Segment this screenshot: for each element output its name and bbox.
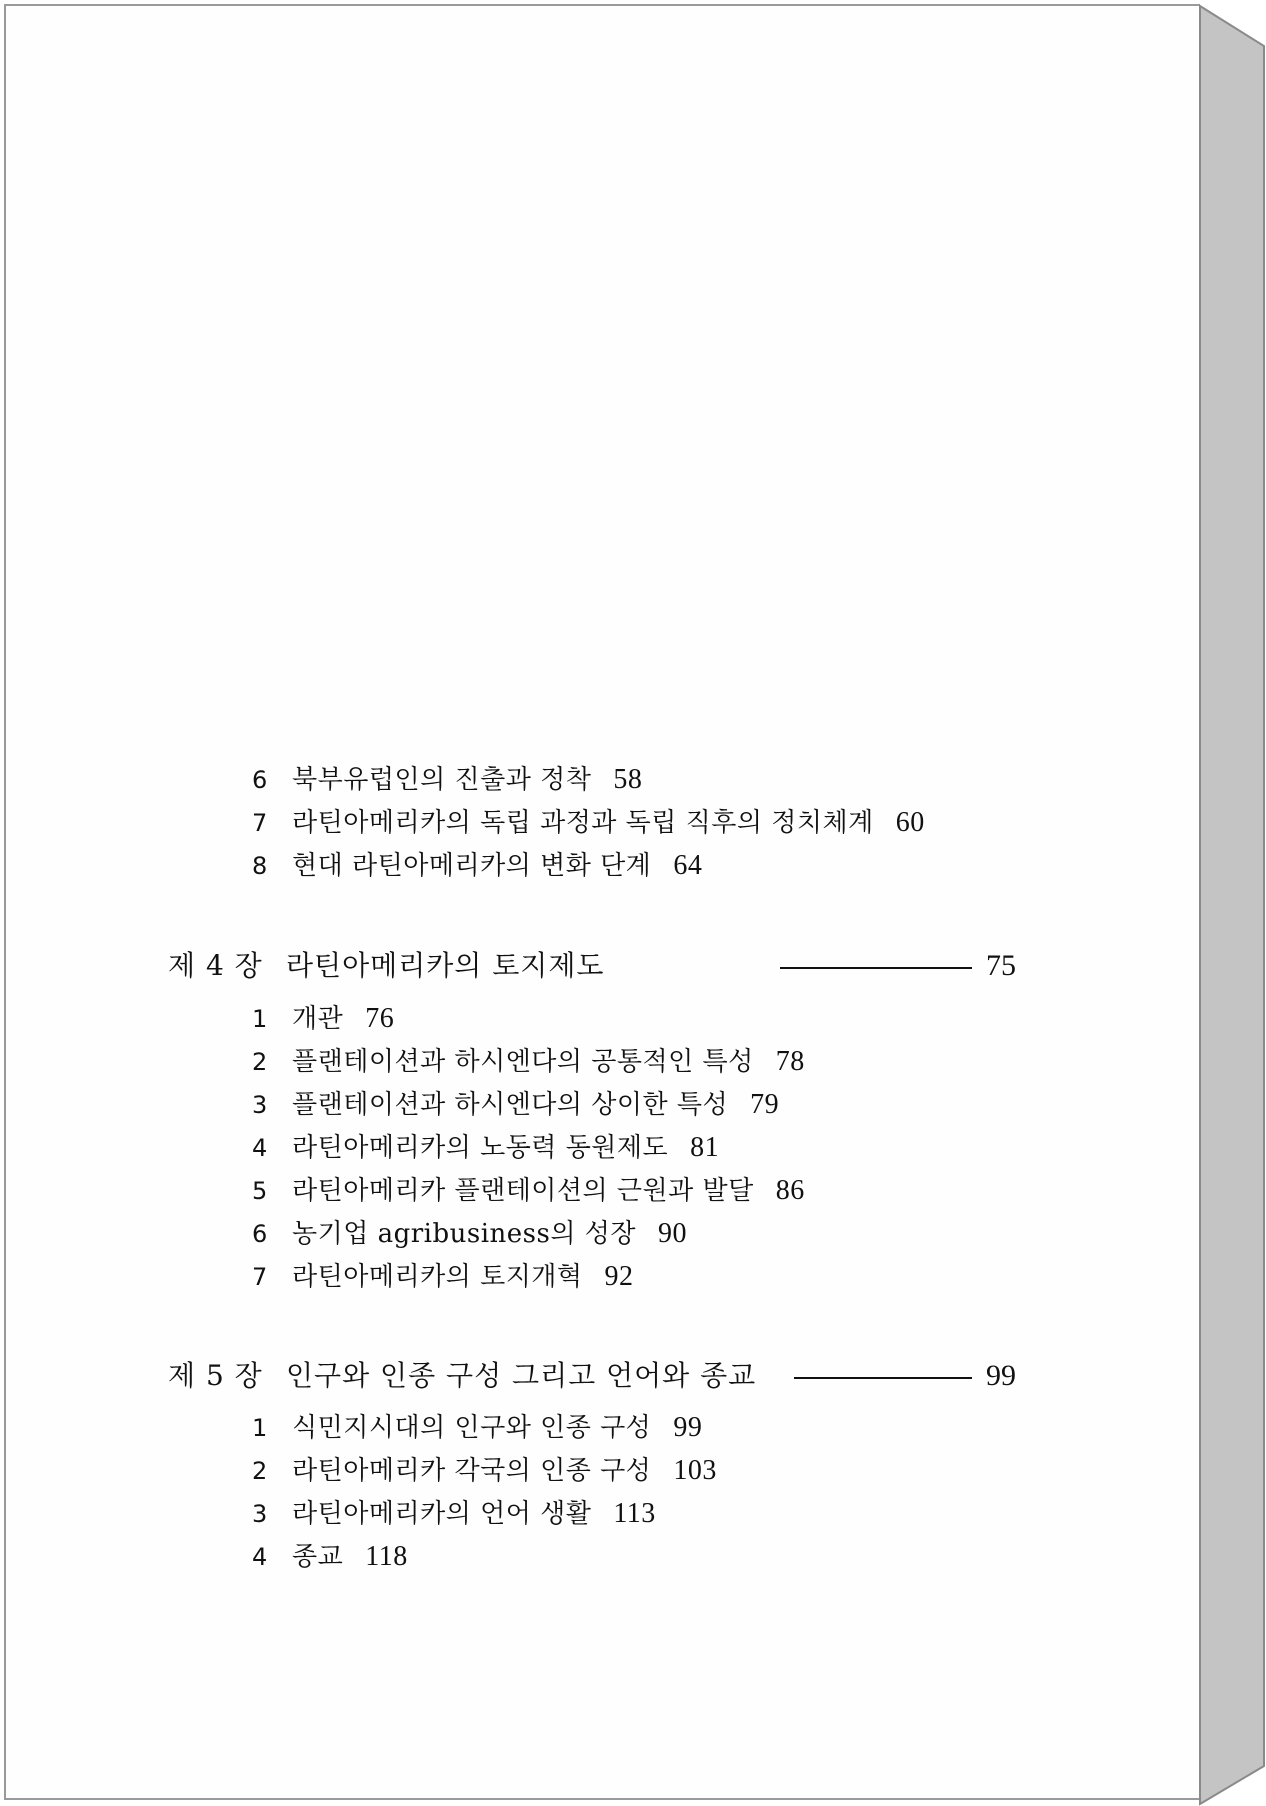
- toc-item[interactable]: [252, 1540, 408, 1574]
- chapter-4-heading[interactable]: [168, 946, 1016, 986]
- item-title: 북부유럽인의 진출과 정착: [292, 765, 592, 795]
- item-page: 118: [365, 1541, 408, 1572]
- item-title: 플랜테이션과 하시엔다의 공통적인 특성: [292, 1047, 754, 1077]
- dot-leader: [794, 1377, 972, 1379]
- item-title: 라틴아메리카 각국의 인종 구성: [292, 1456, 652, 1486]
- item-number: 8: [252, 852, 268, 880]
- item-page: 76: [365, 1003, 395, 1034]
- item-page: 58: [613, 764, 643, 795]
- toc-item[interactable]: [252, 1454, 717, 1488]
- item-page: 92: [604, 1261, 634, 1292]
- item-title: 플랜테이션과 하시엔다의 상이한 특성: [292, 1090, 729, 1120]
- chapter-title: 라틴아메리카의 토지제도: [286, 949, 605, 982]
- item-page: 103: [673, 1455, 717, 1486]
- item-page: 86: [775, 1175, 805, 1206]
- item-title: 농기업 agribusiness의 성장: [292, 1219, 636, 1249]
- chapter-page: 99: [986, 1359, 1016, 1392]
- chapter-page: 75: [986, 949, 1016, 982]
- item-number: 2: [252, 1048, 268, 1076]
- toc-item[interactable]: [252, 1217, 687, 1251]
- item-page: 81: [690, 1132, 720, 1163]
- item-number: 1: [252, 1414, 268, 1442]
- item-number: 5: [252, 1177, 268, 1205]
- toc-item[interactable]: [252, 1174, 805, 1208]
- item-number: 4: [252, 1543, 268, 1571]
- item-page: 64: [673, 850, 703, 881]
- chapter-label: 제 5 장: [168, 1359, 263, 1392]
- item-number: 1: [252, 1005, 268, 1033]
- item-number: 6: [252, 766, 268, 794]
- item-page: 90: [657, 1218, 687, 1249]
- toc-item[interactable]: [252, 806, 925, 840]
- item-page: 78: [775, 1046, 805, 1077]
- chapter-title: 인구와 인종 구성 그리고 언어와 종교: [286, 1359, 757, 1392]
- toc-item[interactable]: [252, 1131, 719, 1165]
- item-page: 99: [673, 1412, 703, 1443]
- item-title: 라틴아메리카의 독립 과정과 독립 직후의 정치체계: [292, 808, 874, 838]
- toc-item[interactable]: [252, 1002, 394, 1036]
- item-title: 개관: [292, 1004, 344, 1034]
- item-title: 현대 라틴아메리카의 변화 단계: [292, 851, 652, 881]
- item-number: 2: [252, 1457, 268, 1485]
- item-title: 라틴아메리카 플랜테이션의 근원과 발달: [292, 1176, 754, 1206]
- item-number: 7: [252, 1263, 268, 1291]
- item-number: 4: [252, 1134, 268, 1162]
- item-page: 113: [613, 1498, 656, 1529]
- item-title: 라틴아메리카의 언어 생활: [292, 1499, 592, 1529]
- item-title: 식민지시대의 인구와 인종 구성: [292, 1413, 652, 1443]
- chapter-label: 제 4 장: [168, 949, 263, 982]
- item-page: 60: [895, 807, 925, 838]
- toc-item[interactable]: [252, 1497, 656, 1531]
- toc-item[interactable]: [252, 1045, 805, 1079]
- toc-item[interactable]: [252, 763, 642, 797]
- item-title: 종교: [292, 1542, 344, 1572]
- item-title: 라틴아메리카의 토지개혁: [292, 1262, 583, 1292]
- toc-item[interactable]: [252, 1088, 779, 1122]
- item-page: 79: [750, 1089, 780, 1120]
- toc-item[interactable]: [252, 849, 702, 883]
- dot-leader: [780, 967, 972, 969]
- item-number: 6: [252, 1220, 268, 1248]
- toc-item[interactable]: [252, 1260, 634, 1294]
- toc-item[interactable]: [252, 1411, 702, 1445]
- item-number: 3: [252, 1500, 268, 1528]
- item-number: 7: [252, 809, 268, 837]
- item-title: 라틴아메리카의 노동력 동원제도: [292, 1133, 669, 1163]
- chapter-5-heading[interactable]: [168, 1356, 1016, 1396]
- item-number: 3: [252, 1091, 268, 1119]
